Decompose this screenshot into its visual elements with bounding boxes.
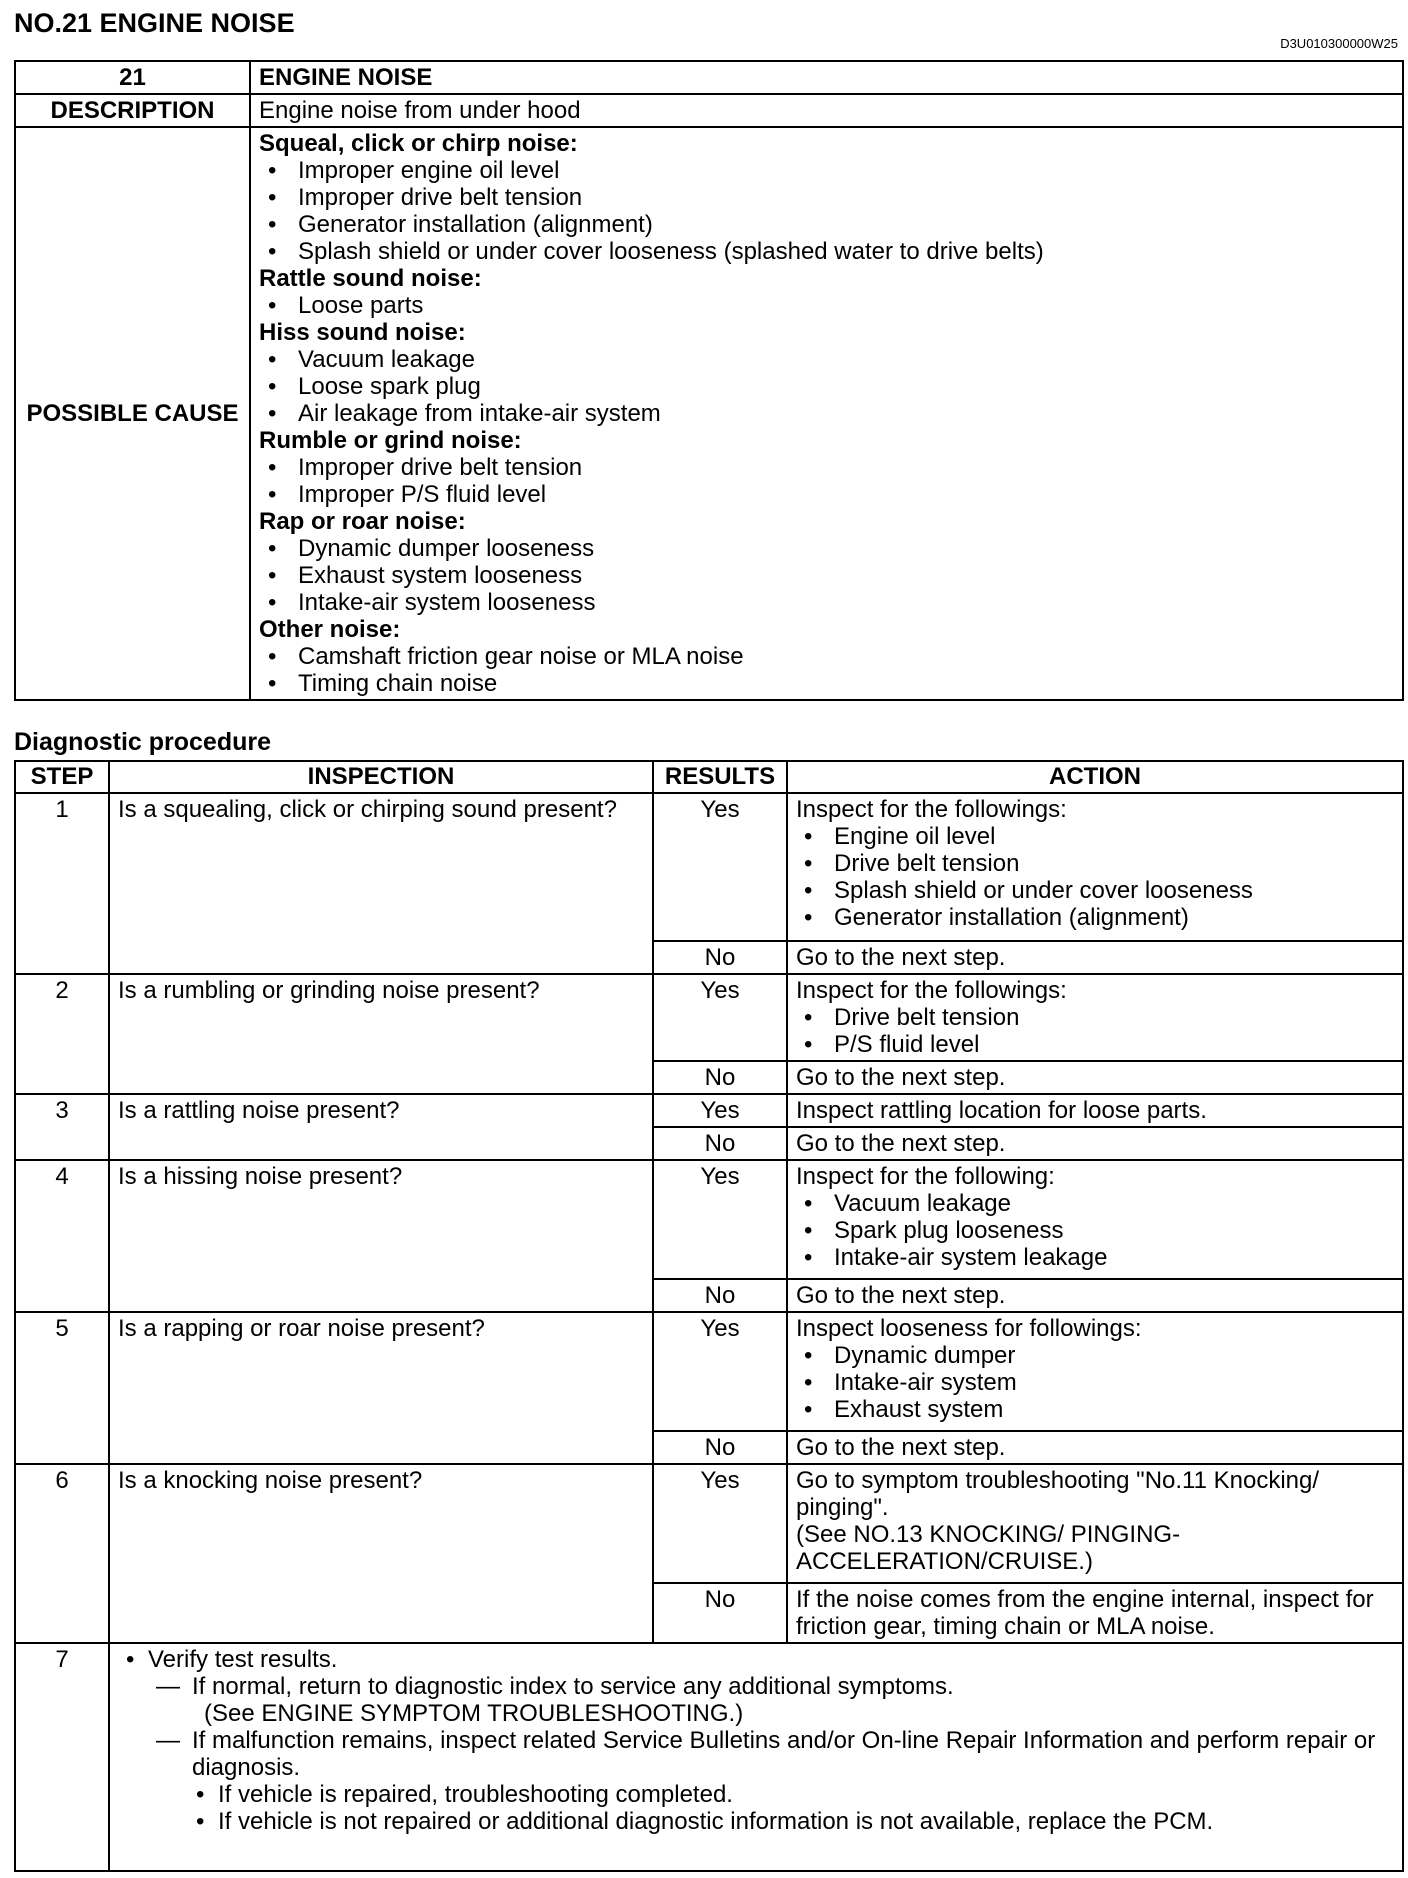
symptom-summary-table xyxy=(14,60,1404,701)
action-no: If the noise comes from the engine internal, inspect for friction gear, timing chain or MLA noise. xyxy=(787,1583,1403,1643)
result-yes: Yes xyxy=(653,1094,787,1127)
list-item: • Exhaust system looseness xyxy=(259,562,1394,589)
step-number: 1 xyxy=(15,793,109,974)
action-text: Inspect for the followings: xyxy=(796,796,1067,823)
list-item: • Vacuum leakage xyxy=(796,1190,1394,1217)
cause-category: Rattle sound noise: xyxy=(259,265,482,292)
table-row xyxy=(15,1464,1403,1583)
cause-list xyxy=(259,454,1394,508)
table-row xyxy=(15,1643,1403,1871)
results-column-header: RESULTS xyxy=(653,761,787,793)
list-item: • Improper P/S fluid level xyxy=(259,481,1394,508)
list-item: • Generator installation (alignment) xyxy=(796,904,1394,931)
summary-header-row xyxy=(15,61,1403,94)
list-item: • If vehicle is repaired, troubleshooting completed. xyxy=(188,1781,1394,1808)
list-item: • Improper engine oil level xyxy=(259,157,1394,184)
step-number: 7 xyxy=(15,1643,109,1871)
action-text: Inspect rattling location for loose parts. xyxy=(796,1097,1207,1124)
result-yes: Yes xyxy=(653,974,787,1061)
action-yes xyxy=(787,1160,1403,1279)
result-yes: Yes xyxy=(653,793,787,941)
action-list xyxy=(796,1004,1394,1058)
table-row xyxy=(15,793,1403,941)
list-item: • Improper drive belt tension xyxy=(259,184,1394,211)
cause-list xyxy=(259,643,1394,697)
inspection-question: Is a squealing, click or chirping sound present? xyxy=(109,793,653,974)
step-number: 3 xyxy=(15,1094,109,1160)
list-item: • Intake-air system xyxy=(796,1369,1394,1396)
final-bullet-list xyxy=(118,1646,1394,1673)
list-item: • Dynamic dumper xyxy=(796,1342,1394,1369)
action-list xyxy=(796,1190,1394,1271)
action-no: Go to the next step. xyxy=(787,941,1403,974)
normal-text: If normal, return to diagnostic index to service any additional symptoms. xyxy=(192,1673,954,1700)
action-reference: (See NO.13 KNOCKING/ PINGING-ACCELERATION/CRUISE.) xyxy=(796,1521,1181,1575)
inspection-question: Is a hissing noise present? xyxy=(109,1160,653,1312)
action-text: Go to symptom troubleshooting "No.11 Knocking/ pinging". xyxy=(796,1467,1320,1521)
final-step-instructions xyxy=(109,1643,1403,1871)
step-column-header: STEP xyxy=(15,761,109,793)
possible-cause-list xyxy=(250,127,1403,700)
list-item: • Drive belt tension xyxy=(796,1004,1394,1031)
cause-list xyxy=(259,292,1394,319)
inspection-question: Is a rapping or roar noise present? xyxy=(109,1312,653,1464)
action-list xyxy=(796,1342,1394,1423)
list-item: • Generator installation (alignment) xyxy=(259,211,1394,238)
malfunction-text: If malfunction remains, inspect related Service Bulletins and/or On-line Repair Information and perform repair or diagnosis. xyxy=(192,1727,1376,1781)
cause-category: Rap or roar noise: xyxy=(259,508,466,535)
result-yes: Yes xyxy=(653,1160,787,1279)
table-row xyxy=(15,974,1403,1061)
cause-category: Rumble or grind noise: xyxy=(259,427,522,454)
description-label: DESCRIPTION xyxy=(15,94,250,127)
action-no: Go to the next step. xyxy=(787,1279,1403,1312)
action-yes xyxy=(787,1312,1403,1431)
page-title: NO.21 ENGINE NOISE xyxy=(14,8,295,38)
symptom-number: 21 xyxy=(15,61,250,94)
list-item: • Camshaft friction gear noise or MLA noise xyxy=(259,643,1394,670)
procedure-header-row xyxy=(15,761,1403,793)
action-yes xyxy=(787,793,1403,941)
inspection-column-header: INSPECTION xyxy=(109,761,653,793)
list-item: • Intake-air system looseness xyxy=(259,589,1394,616)
normal-instruction xyxy=(118,1673,1394,1700)
action-text: Inspect looseness for followings: xyxy=(796,1315,1142,1342)
cause-category: Hiss sound noise: xyxy=(259,319,466,346)
inspection-question: Is a rattling noise present? xyxy=(109,1094,653,1160)
dash-mark: — xyxy=(156,1727,180,1754)
list-item: • Spark plug looseness xyxy=(796,1217,1394,1244)
list-item: • Drive belt tension xyxy=(796,850,1394,877)
list-item: • Engine oil level xyxy=(796,823,1394,850)
action-yes xyxy=(787,1464,1403,1583)
step-number: 5 xyxy=(15,1312,109,1464)
final-step xyxy=(15,1643,1403,1871)
list-item: • Splash shield or under cover looseness (splashed water to drive belts) xyxy=(259,238,1394,265)
list-item: • P/S fluid level xyxy=(796,1031,1394,1058)
final-sub-list xyxy=(118,1781,1394,1835)
result-yes: Yes xyxy=(653,1464,787,1583)
dash-mark: — xyxy=(156,1673,180,1700)
procedure-title: Diagnostic procedure xyxy=(14,728,271,756)
possible-cause-label: POSSIBLE CAUSE xyxy=(15,127,250,700)
cause-category: Squeal, click or chirp noise: xyxy=(259,130,578,157)
list-item: • Dynamic dumper looseness xyxy=(259,535,1394,562)
table-row xyxy=(15,1094,1403,1127)
result-no: No xyxy=(653,941,787,974)
action-text: Inspect for the followings: xyxy=(796,977,1067,1004)
inspection-question: Is a knocking noise present? xyxy=(109,1464,653,1643)
result-no: No xyxy=(653,1431,787,1464)
list-item: • Exhaust system xyxy=(796,1396,1394,1423)
action-no: Go to the next step. xyxy=(787,1127,1403,1160)
action-no: Go to the next step. xyxy=(787,1061,1403,1094)
step-number: 4 xyxy=(15,1160,109,1312)
cause-list xyxy=(259,346,1394,427)
list-item: • Intake-air system leakage xyxy=(796,1244,1394,1271)
step-number: 2 xyxy=(15,974,109,1094)
symptom-name: ENGINE NOISE xyxy=(250,61,1403,94)
diagnostic-procedure-table xyxy=(14,760,1404,1872)
step-number: 6 xyxy=(15,1464,109,1643)
list-item: • Loose spark plug xyxy=(259,373,1394,400)
action-text: Inspect for the following: xyxy=(796,1163,1055,1190)
table-row xyxy=(15,1160,1403,1279)
action-yes xyxy=(787,974,1403,1061)
list-item: • If vehicle is not repaired or additional diagnostic information is not available, replace the PCM. xyxy=(188,1808,1394,1835)
list-item: • Air leakage from intake-air system xyxy=(259,400,1394,427)
table-row xyxy=(15,1312,1403,1431)
list-item: • Splash shield or under cover looseness xyxy=(796,877,1394,904)
cause-list xyxy=(259,535,1394,616)
normal-reference: (See ENGINE SYMPTOM TROUBLESHOOTING.) xyxy=(204,1700,744,1727)
list-item: • Loose parts xyxy=(259,292,1394,319)
procedure-steps xyxy=(15,793,1403,1643)
document-code: D3U010300000W25 xyxy=(1280,36,1398,51)
result-no: No xyxy=(653,1279,787,1312)
list-item: • Improper drive belt tension xyxy=(259,454,1394,481)
action-yes xyxy=(787,1094,1403,1127)
list-item: • Timing chain noise xyxy=(259,670,1394,697)
possible-cause-row xyxy=(15,127,1403,700)
action-list xyxy=(796,823,1394,931)
result-no: No xyxy=(653,1583,787,1643)
description-row xyxy=(15,94,1403,127)
cause-list xyxy=(259,157,1394,265)
list-item: • Vacuum leakage xyxy=(259,346,1394,373)
result-no: No xyxy=(653,1127,787,1160)
action-column-header: ACTION xyxy=(787,761,1403,793)
action-no: Go to the next step. xyxy=(787,1431,1403,1464)
inspection-question: Is a rumbling or grinding noise present? xyxy=(109,974,653,1094)
cause-category: Other noise: xyxy=(259,616,401,643)
result-no: No xyxy=(653,1061,787,1094)
list-item: • Verify test results. xyxy=(118,1646,1394,1673)
malfunction-instruction xyxy=(118,1727,1394,1781)
description-text: Engine noise from under hood xyxy=(250,94,1403,127)
result-yes: Yes xyxy=(653,1312,787,1431)
